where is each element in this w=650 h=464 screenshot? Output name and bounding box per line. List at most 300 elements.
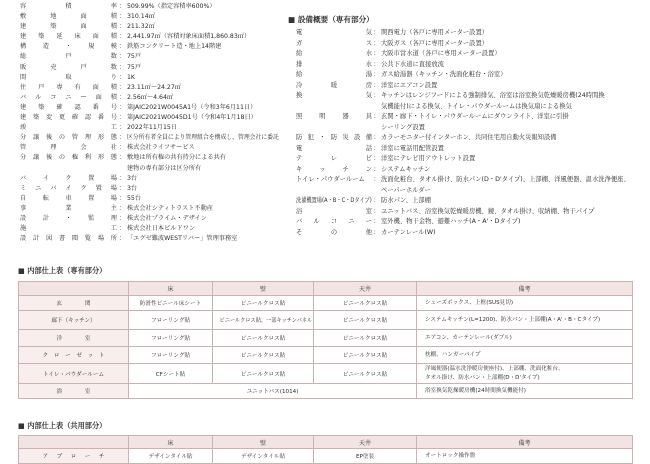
floor-cell <box>129 296 213 311</box>
outline-value: 23.11㎡～24.27㎡ <box>127 83 181 91</box>
separator: ： <box>373 81 380 89</box>
column-header <box>19 436 129 449</box>
outline-row <box>20 103 282 113</box>
separator: ： <box>118 174 126 182</box>
outline-value: 75戸 <box>127 53 142 61</box>
separator: ： <box>373 197 380 204</box>
remarks-text: シューズボックス、上框(SUS見切) <box>425 299 513 306</box>
remarks-text: 枕棚、ハンガーパイプ <box>425 351 481 358</box>
outline-label: 敷地面積 <box>20 13 117 21</box>
equipment-label: 洗濯機置場(A・B・C・Dタイプ) <box>296 197 372 204</box>
equipment-label-box <box>296 186 372 197</box>
separator: ： <box>373 39 380 47</box>
equipment-heading: ■ 設備概要（専有部分） <box>288 15 374 24</box>
equipment-value: ユニットバス、浴室換気乾燥暖房機、鏡、タオル掛け、収納棚、物干パイプ <box>381 207 595 215</box>
remarks-cell <box>417 384 633 399</box>
common-finish-heading: ■ 内部仕上表（共用部分） <box>18 421 107 430</box>
remarks-text: 洋風便器(温水洗浄暖房便座付)、上部棚、洗面化粧台、 <box>425 366 564 372</box>
outline-row <box>20 234 282 244</box>
project-outline-list <box>20 2 282 244</box>
ceiling-cell <box>314 296 417 311</box>
outline-label-spacer <box>20 164 117 174</box>
outline-label: 住戸専有面積 <box>20 83 117 91</box>
equipment-row <box>296 228 640 239</box>
outline-value: 第JAIC2021W0045A1号（令和3年6月11日） <box>127 103 257 111</box>
room-name: 洋室 <box>56 336 91 342</box>
equipment-value: 大阪市営水道（各戸に専用メーター設置） <box>381 50 501 57</box>
outline-label: 施工 <box>20 225 117 233</box>
floor-cell <box>129 330 213 347</box>
separator: ： <box>118 114 126 122</box>
outline-row <box>20 133 282 143</box>
room-name-cell <box>19 330 129 347</box>
equipment-label: 電気 <box>296 29 372 36</box>
outline-value: 2.56㎡～4.64㎡ <box>127 93 174 101</box>
outline-value: 敷地は所有権の共有持分による共有 <box>127 154 226 162</box>
outline-row <box>20 63 282 73</box>
remarks-text: タオル掛け、防水パン・上部棚(D・D'タイプ) <box>425 374 540 381</box>
room-name: 廊下（キッチン） <box>51 318 96 324</box>
column-header-label: 床 <box>167 439 174 447</box>
outline-value: 株式会社ライフサービス <box>127 144 195 152</box>
remarks-cell <box>417 364 633 384</box>
outline-value: 2,441.97㎡（容積対象床面積1,860.83㎡） <box>127 33 251 41</box>
table-row <box>19 384 633 399</box>
wall-cell <box>213 296 314 311</box>
separator: ： <box>118 63 126 71</box>
outline-label: 総戸数 <box>20 53 117 61</box>
remarks-line <box>425 299 629 308</box>
equipment-label-box <box>296 144 372 155</box>
finish-value: ビニールクロス貼 <box>342 371 388 378</box>
remarks-text: 浴室換気乾燥暖房機(24時間換気機能付) <box>425 387 526 394</box>
remarks-line <box>425 334 629 343</box>
column-header-label: 天井 <box>358 286 371 293</box>
equipment-value: シーリング設置 <box>381 123 425 131</box>
private-finish-heading: ■ 内部仕上表（専有部分） <box>18 266 107 275</box>
remarks-cell <box>417 347 633 364</box>
finish-value: EP塗装 <box>355 454 375 460</box>
outline-row <box>20 93 282 103</box>
separator: ： <box>118 83 126 91</box>
equipment-label: 排水 <box>296 60 372 68</box>
remarks-text: システムキッチン(L=1200)、防水パン・上部棚(A・A'・B・Cタイプ) <box>425 316 601 323</box>
outline-row <box>20 113 282 123</box>
floor-cell <box>129 449 213 464</box>
equipment-row <box>296 70 640 81</box>
room-name: 浴室 <box>56 389 91 395</box>
outline-label: 管理会社 <box>20 144 117 152</box>
outline-label: 建築確認番号 <box>20 103 117 111</box>
outline-label: 容積率 <box>20 3 117 10</box>
outline-row <box>20 83 282 93</box>
equipment-label: トイレ・パウダールーム <box>296 176 365 183</box>
finish-value: ビニールクロス貼 <box>240 336 286 342</box>
floor-cell <box>129 364 213 384</box>
equipment-value: 洗面化粧台、タオル掛け、防水パン(D・D'タイプ)、上部棚、洋風便器、温水洗浄便座、 <box>381 176 630 183</box>
floor-cell <box>129 311 213 330</box>
table-row <box>19 449 633 464</box>
separator: ： <box>373 207 380 215</box>
equipment-label-box <box>296 28 372 39</box>
column-header <box>213 436 314 449</box>
separator: ： <box>118 53 126 61</box>
equipment-row <box>296 217 640 228</box>
separator: ： <box>373 92 380 99</box>
outline-label: 販売戸数 <box>20 63 117 71</box>
column-header <box>213 282 314 296</box>
column-header <box>129 436 213 449</box>
outline-value: 「エグゼ難波WESTリバー」管理事務室 <box>127 235 238 243</box>
equipment-value: 玄関・廊下・トイレ・パウダールームにダウンライト、洋室に引掛 <box>381 113 569 120</box>
wall-cell <box>213 364 314 384</box>
outline-label: 自転車置場 <box>20 194 117 202</box>
equipment-label-box <box>296 70 372 81</box>
outline-row <box>20 214 282 224</box>
column-header <box>314 436 417 449</box>
outline-row <box>20 73 282 83</box>
separator: ： <box>118 93 126 101</box>
equipment-value: 関西電力（各戸に専用メーター設置） <box>381 29 489 36</box>
equipment-row <box>296 49 640 60</box>
equipment-label: キッチン <box>296 165 372 173</box>
equipment-label-box <box>296 81 372 92</box>
outline-value: 株式会社プライム・デザイン <box>127 214 207 222</box>
finish-value: ビニールクロス貼 <box>240 371 286 378</box>
finish-value: ビニールクロス貼 <box>342 353 388 359</box>
outline-row <box>20 143 282 153</box>
equipment-value: カーテンレール(W) <box>381 228 436 236</box>
outline-label: 間取り <box>20 73 117 81</box>
outline-label: バイク置場 <box>20 174 117 182</box>
separator: ： <box>118 3 126 10</box>
common-finish-table <box>18 435 633 464</box>
separator: ： <box>118 13 126 21</box>
finish-value: CFシート貼 <box>155 371 186 378</box>
equipment-label: 換気 <box>296 92 372 99</box>
equipment-label-box <box>296 165 372 176</box>
wall-cell <box>213 330 314 347</box>
equipment-value: システムキッチン <box>381 165 431 173</box>
equipment-label-box <box>296 60 372 71</box>
remarks-line <box>425 452 629 461</box>
finish-value: デザインタイル貼 <box>240 454 286 460</box>
outline-value: 2022年11月15日 <box>127 124 178 132</box>
equipment-label-box <box>296 49 372 60</box>
equipment-label: 浴室 <box>296 207 372 215</box>
separator: ： <box>118 225 126 233</box>
equipment-row <box>296 133 640 144</box>
equipment-value: 公共下水道に直接放流 <box>381 60 444 68</box>
finish-value: フローリング貼 <box>150 353 191 359</box>
equipment-label: 給湯 <box>296 71 372 78</box>
room-name: トイレ・パウダールーム <box>42 371 105 378</box>
finish-value: ビニールクロス貼 <box>240 301 286 307</box>
separator: ： <box>118 124 126 132</box>
wall-cell <box>213 347 314 364</box>
equipment-value: 洋室にエアコン設置 <box>381 81 438 89</box>
equipment-label-box <box>296 196 372 207</box>
remarks-cell <box>417 311 633 330</box>
remarks-cell <box>417 330 633 347</box>
separator: ： <box>373 144 380 152</box>
unit-bath-cell <box>129 384 417 399</box>
separator: ： <box>118 103 126 111</box>
equipment-list <box>296 28 640 238</box>
separator-spacer <box>372 186 381 197</box>
ceiling-cell <box>314 347 417 364</box>
column-header <box>314 282 417 296</box>
remarks-line <box>425 374 629 383</box>
outline-label: 分譲後の管理形態 <box>20 134 117 142</box>
separator-spacer <box>372 102 381 113</box>
separator: ： <box>118 214 126 222</box>
equipment-label: 防犯・防災設備 <box>296 134 372 141</box>
room-name-cell <box>19 311 129 330</box>
wall-cell <box>213 449 314 464</box>
room-name-cell <box>19 347 129 364</box>
outline-label: 設計図書閲覧場所 <box>20 235 117 243</box>
outline-value: 75戸 <box>127 63 142 71</box>
finish-value: ユニットバス(1014) <box>246 389 299 395</box>
outline-row <box>20 123 282 133</box>
outline-label: バルコニー面積 <box>20 93 117 101</box>
separator: ： <box>118 33 126 41</box>
equipment-label: その他 <box>296 228 372 236</box>
outline-value: 区分所有者全員により管理組合を構成し、管理会社に委託 <box>127 134 279 142</box>
column-header <box>129 282 213 296</box>
separator: ： <box>373 218 380 225</box>
finish-value: ビニールクロス貼、一部キッチンパネル <box>219 318 313 324</box>
column-header <box>19 282 129 296</box>
equipment-value: 気機能付)による換気、トイレ・パウダールームは換気扇による換気 <box>381 102 572 110</box>
equipment-row <box>296 144 640 155</box>
equipment-label: テレビ <box>296 155 372 162</box>
outline-value: 株式会社日本ビルドワン <box>127 225 196 233</box>
table-row <box>19 296 633 311</box>
room-name-cell <box>19 364 129 384</box>
finish-value: ビニールクロス貼 <box>342 301 388 307</box>
separator: ： <box>373 50 380 57</box>
room-name: アプローチ <box>42 454 105 460</box>
finish-value: ビニールクロス貼 <box>240 353 286 359</box>
outline-row <box>20 22 282 32</box>
outline-row <box>20 2 282 12</box>
equipment-label-box <box>296 112 372 123</box>
equipment-row <box>296 60 640 71</box>
separator: ： <box>373 165 380 173</box>
equipment-value: キッチンはレンジフードによる強制排気、浴室は浴室換気乾燥暖房機(24時間換 <box>381 92 605 99</box>
outline-label: 事業主 <box>20 204 117 212</box>
equipment-row <box>296 28 640 39</box>
separator: ： <box>118 23 126 31</box>
equipment-label: 照明器具 <box>296 113 372 120</box>
equipment-label: 冷暖房 <box>296 81 372 89</box>
outline-row <box>20 224 282 234</box>
room-name: クローゼット <box>42 353 105 359</box>
outline-label: 建築変更確認番号 <box>20 114 117 122</box>
room-name-cell <box>19 296 129 311</box>
separator: ： <box>118 43 126 51</box>
ceiling-cell <box>314 364 417 384</box>
outline-label: 構造・規模 <box>20 43 117 51</box>
column-header-label: 床 <box>167 286 174 293</box>
outline-value: 株式会社シティトラスト不動産 <box>127 204 213 212</box>
outline-value: 鉄筋コンクリート造・地上14階建 <box>127 43 222 51</box>
separator: ： <box>373 71 380 78</box>
column-header-label: 天井 <box>358 439 371 447</box>
separator: ： <box>118 194 126 202</box>
equipment-row <box>296 81 640 92</box>
equipment-row <box>296 112 640 123</box>
outline-row <box>20 32 282 42</box>
remarks-line <box>425 387 629 396</box>
table-row <box>19 347 633 364</box>
outline-value: 建物の専有部分は区分所有 <box>127 164 202 172</box>
table-row <box>19 364 633 384</box>
equipment-label-box <box>296 207 372 218</box>
equipment-value: 洋室に電話用配管設置 <box>381 144 444 152</box>
outline-row <box>20 52 282 62</box>
outline-label: 分譲後の権利形態 <box>20 154 117 162</box>
remarks-text: エアコン、カーテンレール(ダブル) <box>425 334 512 341</box>
separator: ： <box>118 204 126 212</box>
equipment-row <box>296 154 640 165</box>
equipment-row <box>296 165 640 176</box>
remarks-cell <box>417 296 633 311</box>
equipment-value: 防水パン、上部棚 <box>381 197 431 204</box>
outline-value: 310.14㎡ <box>127 13 155 21</box>
separator: ： <box>373 228 380 236</box>
outline-row <box>20 153 282 163</box>
equipment-label-box <box>296 217 372 228</box>
outline-label: 竣工 <box>20 124 117 132</box>
column-header-label: 備考 <box>518 286 531 293</box>
separator: ： <box>118 134 126 142</box>
outline-row <box>20 12 282 22</box>
equipment-value: ガス給湯器（キッチン・洗面化粧台・浴室） <box>381 71 507 78</box>
equipment-label-box <box>296 133 372 144</box>
equipment-label: ガス <box>296 39 372 47</box>
ceiling-cell <box>314 330 417 347</box>
equipment-label-box <box>296 154 372 165</box>
equipment-value: 洋室にテレビ用アウトレット設置 <box>381 155 476 162</box>
separator: ： <box>373 134 380 141</box>
finish-value: フローリング貼 <box>150 336 191 342</box>
finish-value: ビニールクロス貼 <box>342 318 388 324</box>
outline-row <box>20 184 282 194</box>
equipment-row <box>296 207 640 218</box>
equipment-row <box>296 91 640 102</box>
separator: ： <box>118 184 126 192</box>
outline-value: 3台 <box>127 174 138 182</box>
ceiling-cell <box>314 311 417 330</box>
remarks-text: オートロック操作盤 <box>425 452 476 459</box>
outline-value: 1K <box>127 73 135 81</box>
wall-cell <box>213 311 314 330</box>
outline-row <box>20 204 282 214</box>
separator-spacer <box>372 123 381 134</box>
finish-value: フローリング貼 <box>150 318 191 324</box>
outline-row <box>20 42 282 52</box>
outline-row <box>20 174 282 184</box>
outline-label: 設計・監理 <box>20 214 117 222</box>
column-header <box>417 282 633 296</box>
remarks-line <box>425 365 629 374</box>
remarks-line <box>425 351 629 360</box>
outline-value: 211.32㎡ <box>127 23 155 31</box>
column-header-label: 壁 <box>259 439 266 447</box>
separator: ： <box>373 60 380 68</box>
separator: ： <box>118 73 126 81</box>
separator-spacer <box>117 164 127 174</box>
finish-value: ビニールクロス貼 <box>342 336 388 342</box>
private-finish-table <box>18 281 633 399</box>
outline-label: 建築面積 <box>20 23 117 31</box>
outline-label: 建築延床面積 <box>20 33 117 41</box>
header-row <box>19 436 633 449</box>
separator: ： <box>373 113 380 120</box>
column-header <box>417 436 633 449</box>
equipment-label-box <box>296 175 372 186</box>
room-name-cell <box>19 449 129 464</box>
finish-value: 防滑性ビニール床シート <box>139 301 202 307</box>
equipment-label-box <box>296 102 372 113</box>
outline-label: ミニバイク置場 <box>20 184 117 192</box>
equipment-value: ペーパーホルダー <box>381 186 431 194</box>
separator: ： <box>373 155 380 162</box>
equipment-label: 給水 <box>296 50 372 57</box>
equipment-value: 室外機、物干金物、避難ハッチ(A・A'・Dタイプ) <box>381 218 521 225</box>
outline-value: 3台 <box>127 184 138 192</box>
equipment-label-box <box>296 91 372 102</box>
equipment-row <box>296 39 640 50</box>
floor-cell <box>129 347 213 364</box>
column-header-label: 備考 <box>518 439 531 447</box>
equipment-row <box>296 102 640 113</box>
separator: ： <box>373 176 380 183</box>
equipment-row <box>296 196 640 207</box>
ceiling-cell <box>314 449 417 464</box>
finish-value: デザインタイル貼 <box>148 454 193 460</box>
outline-value: 509.99%（指定容積率600%） <box>127 3 216 10</box>
equipment-label: 電話 <box>296 144 372 152</box>
remarks-cell <box>417 449 633 464</box>
equipment-value: カラーモニター付インターホン、共同住宅用自動火災報知設備 <box>381 134 557 141</box>
equipment-label-box <box>296 228 372 239</box>
remarks-line <box>425 316 629 325</box>
table-row <box>19 311 633 330</box>
equipment-value: 大阪ガス（各戸に専用メーター設置） <box>381 39 489 47</box>
separator: ： <box>118 235 126 243</box>
separator: ： <box>118 154 126 162</box>
equipment-label-box <box>296 123 372 134</box>
equipment-label-box <box>296 39 372 50</box>
outline-value: 第JAIC2021W0045D1号（令和4年1月18日） <box>127 114 257 122</box>
separator: ： <box>373 29 380 36</box>
equipment-label: バルコニー <box>296 218 372 225</box>
separator: ： <box>118 144 126 152</box>
outline-row <box>20 194 282 204</box>
outline-value: 55台 <box>127 194 142 202</box>
equipment-row <box>296 123 640 134</box>
outline-row <box>20 164 282 174</box>
column-header-label: 壁 <box>259 286 266 293</box>
table-row <box>19 330 633 347</box>
room-name: 玄関 <box>56 301 91 307</box>
header-row <box>19 282 633 296</box>
equipment-row <box>296 186 640 197</box>
